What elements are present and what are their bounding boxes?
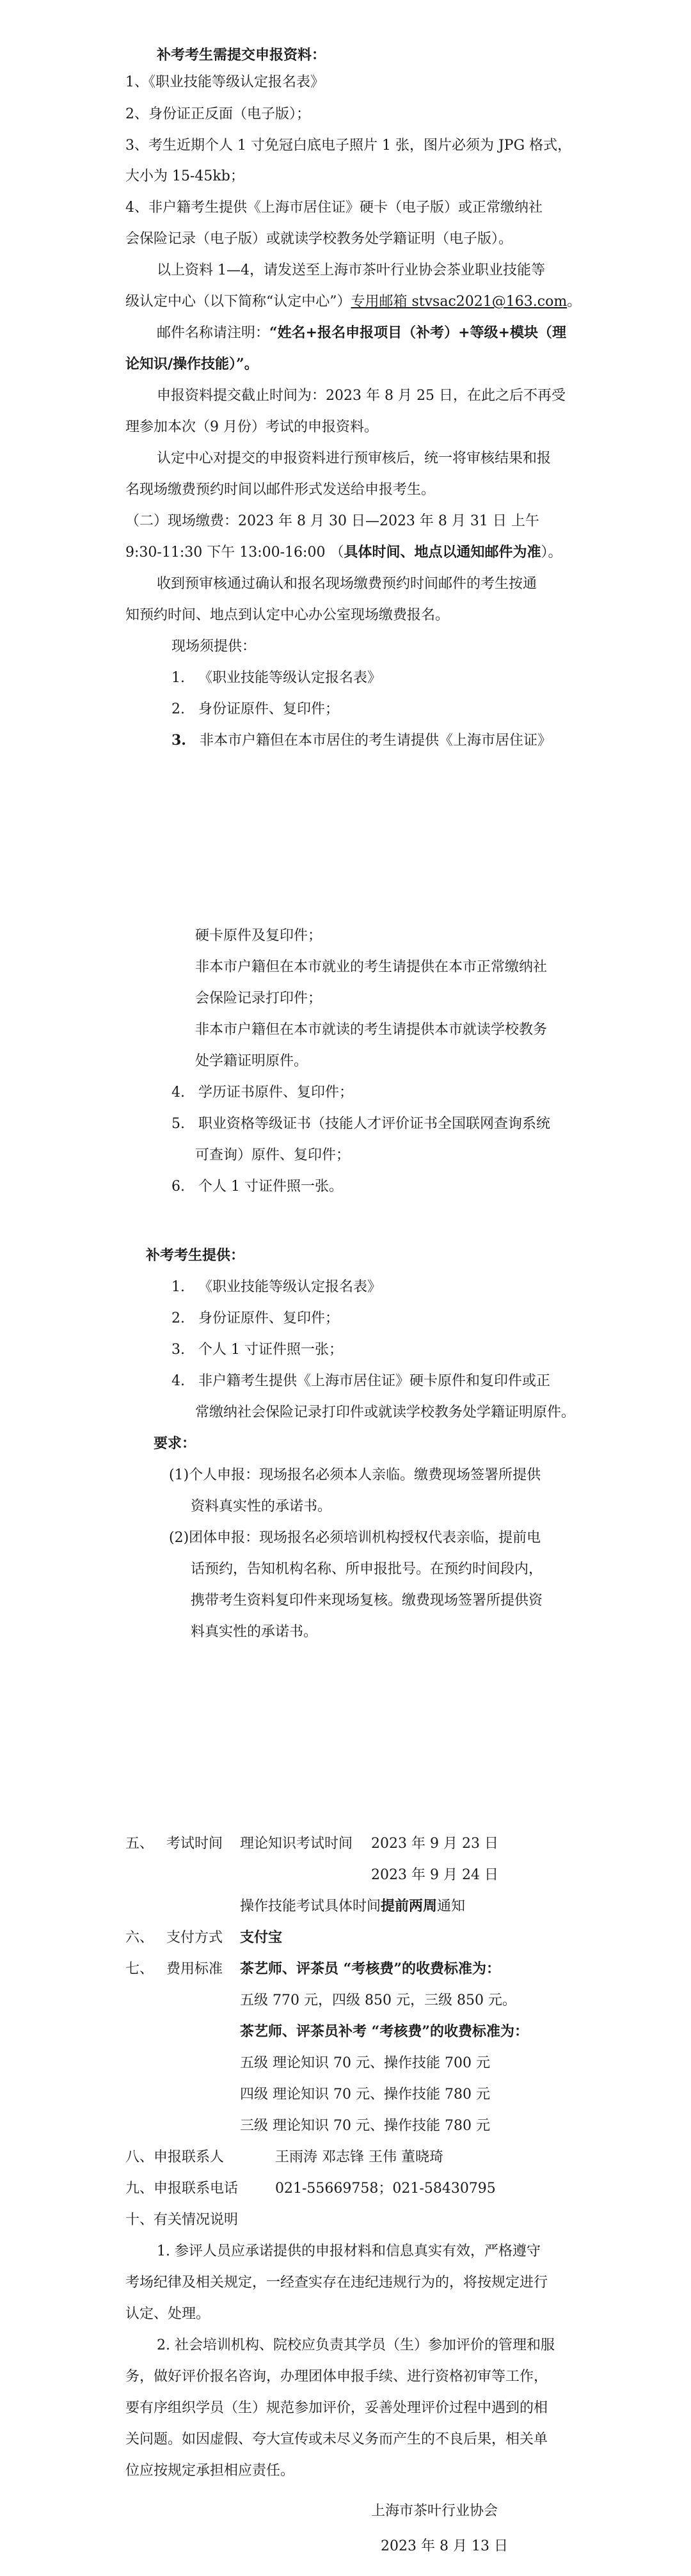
onsite-item-num: 6. [171,1179,185,1195]
phones-num: 九、 [125,2181,154,2197]
submit-item-1: 1、《职业技能等级认定报名表》 [125,74,324,90]
contacts-label [125,2142,224,2173]
onsite-item-3-cont-2: 非本市户籍但在本市就业的考生请提供在本市正常缴纳社 [195,959,548,975]
deadline-line1: 申报资料提交截止时间为：2023 年 8 月 25 日，在此之后不再受 [157,388,566,404]
onsite-item-num: 3. [171,732,186,749]
email-subject-format: “姓名+报名申报项目（补考）+等级+模块（理 [269,324,566,341]
signature-date: 2023 年 8 月 13 日 [381,2538,508,2554]
makeup-item-num: 2. [171,1310,185,1326]
note-1-line1: 1. 参评人员应承诺提供的申报材料和信息真实有效，严格遵守 [157,2243,541,2259]
payment-num: 六、 [125,1930,154,1946]
supplement-heading: 补考考生需提交申报资料： [157,47,326,63]
fees-standard: 五级 770 元，四级 850 元，三级 850 元。 [240,1992,516,2008]
deadline-line2: 理参加本次（9 月份）考试的申报资料。 [125,419,378,435]
email-para-prefix: 级认定中心（以下简称“认定中心”） [125,294,351,310]
onsite-item-text: 身份证原件、复印件； [198,701,339,717]
makeup-item-text: 身份证原件、复印件； [198,1310,339,1326]
requirement-text: 个人申报：现场报名必须本人亲临。缴费现场签署所提供 [189,1467,541,1483]
makeup-item-3 [171,1334,343,1365]
makeup-item-text: 个人 1 寸证件照一张； [198,1342,343,1358]
fees-heading: 茶艺师、评茶员 “考核费”的收费标准为： [240,1960,500,1977]
onsite-time-range: 9:30-11:30 下午 13:00-16:00 （ [125,545,344,561]
onsite-item-5 [171,1108,550,1140]
theory-exam-date: 2023 年 9 月 23 日 [371,1836,498,1852]
onsite-item-num: 1. [171,670,185,686]
note-2-line2: 务，做好评价报名咨询，办理团体申报手续、进行资格初审等工作， [125,2369,548,2385]
contacts-num: 八、 [125,2149,154,2165]
email-subject-line2: 论知识/操作技能）”。 [125,356,258,372]
exam-time-label: 考试时间 [166,1836,223,1852]
onsite-time-note: 具体时间、地点以通知邮件为准 [344,544,541,561]
practical-prefix: 操作技能考试具体时间 [240,1898,381,1914]
practical-advance: 提前两周 [381,1898,438,1914]
onsite-item-text: 《职业技能等级认定报名表》 [198,670,381,686]
makeup-fees-heading: 茶艺师、评茶员补考 “考核费”的收费标准为： [240,2023,528,2040]
onsite-item-3 [171,725,552,756]
requirement-2 [169,1522,541,1554]
submit-item-4: 4、非户籍考生提供《上海市居住证》硬卡（电子版）或正常缴纳社 [125,200,543,216]
email-subject-prefix: 邮件名称请注明： [157,325,270,341]
onsite-item-text: 学历证书原件、复印件； [198,1085,353,1101]
onsite-item-3-cont-3: 会保险记录打印件； [195,990,322,1006]
note-1-line3: 认定、处理。 [125,2306,210,2322]
submit-item-4-cont: 会保险记录（电子版）或就读学校教务处学籍证明（电子版）。 [125,231,513,247]
payment-label: 支付方式 [166,1930,223,1946]
note-2-line5: 位应按规定承担相应责任。 [125,2463,295,2479]
email-para-line1: 以上资料 1—4，请发送至上海市茶叶行业协会茶业职业技能等 [157,262,545,278]
makeup-item-text: 《职业技能等级认定报名表》 [198,1279,381,1295]
contacts-title: 申报联系人 [154,2149,225,2165]
onsite-item-num: 5. [171,1116,185,1132]
practical-suffix: 通知 [437,1898,466,1914]
onsite-item-1 [171,662,381,694]
email-para-period: 。 [567,294,582,310]
onsite-need-label: 现场须提供： [171,639,257,655]
fees-num: 七、 [125,1961,154,1977]
makeup-item-text: 非户籍考生提供《上海市居住证》硬卡原件和复印件或正 [198,1373,550,1389]
requirement-1 [169,1459,541,1491]
requirement-num: (2) [169,1530,189,1546]
onsite-item-3-cont-4: 非本市户籍但在本市就读的考生请提供本市就读学校教务 [195,1022,548,1038]
onsite-item-4 [171,1077,353,1108]
onsite-item-5-cont: 可查询）原件、复印件； [195,1147,351,1163]
exam-time-num: 五、 [125,1836,154,1852]
note-2-line3: 要有序组织学员（生）规范参加评价，妥善处理评价过程中遇到的相 [125,2400,548,2416]
submit-item-3: 3、考生近期个人 1 寸免冠白底电子照片 1 张，图片必须为 JPG 格式， [125,138,572,154]
second-exam-date: 2023 年 9 月 24 日 [371,1867,498,1883]
notify-line1: 收到预审核通过确认和报名现场缴费预约时间邮件的考生按通 [157,576,537,592]
review-line2: 名现场缴费预约时间以邮件形式发送给申报考生。 [125,482,436,498]
email-para-line2 [125,286,581,317]
phones-title: 申报联系电话 [154,2181,239,2197]
onsite-item-text: 非本市户籍但在本市居住的考生请提供《上海市居住证》 [199,733,552,749]
onsite-payment-line1: （二）现场缴费：2023 年 8 月 30 日—2023 年 8 月 31 日 上午 [125,513,539,529]
note-1-line2: 考场纪律及相关规定，一经查实存在违纪违规行为的，将按规定进行 [125,2275,548,2291]
makeup-item-num: 4. [171,1373,185,1389]
onsite-item-num: 4. [171,1085,185,1101]
requirement-2-cont-3: 料真实性的承诺书。 [191,1624,318,1640]
makeup-fee-row-4: 四级 理论知识 70 元、操作技能 780 元 [240,2087,490,2103]
payment-method: 支付宝 [240,1929,283,1946]
phones-label [125,2173,238,2204]
fees-label: 费用标准 [166,1961,223,1977]
onsite-item-3-cont-5: 处学籍证明原件。 [195,1053,308,1069]
onsite-item-text: 个人 1 寸证件照一张。 [198,1179,343,1195]
note-2-line1: 2. 社会培训机构、院校应负责其学员（生）参加评价的管理和服 [157,2337,555,2353]
onsite-item-2 [171,694,339,725]
onsite-item-3-cont-1: 硬卡原件及复印件； [195,928,322,944]
makeup-item-1 [171,1271,381,1303]
requirement-2-cont-1: 话预约，告知机构名称、所申报批号。在预约时间段内， [191,1561,543,1577]
onsite-time-suffix: ）。 [541,545,562,561]
requirement-2-cont-2: 携带考生资料复印件来现场复核。缴费现场签署所提供资 [191,1593,543,1609]
signature-org: 上海市茶叶行业协会 [371,2503,498,2519]
makeup-fee-row-3: 三级 理论知识 70 元、操作技能 780 元 [240,2118,490,2134]
email-address-link[interactable]: 专用邮箱 stvsac2021@163.com [351,294,568,310]
notes-heading: 十、有关情况说明 [125,2212,239,2228]
note-2-line4: 关问题。如因虚假、夸大宣传或未尽义务而产生的不良后果，相关单 [125,2431,548,2447]
requirement-text: 团体申报：现场报名必须培训机构授权代表亲临，提前电 [189,1530,541,1546]
makeup-item-4-cont: 常缴纳社会保险记录打印件或就读学校教务处学籍证明原件。 [195,1404,576,1420]
submit-item-3-cont: 大小为 15-45kb； [125,168,244,184]
review-line1: 认定中心对提交的申报资料进行预审核后，统一将审核结果和报 [157,450,552,466]
makeup-item-4 [171,1365,550,1397]
makeup-item-num: 1. [171,1279,185,1295]
makeup-fee-row-5: 五级 理论知识 70 元、操作技能 700 元 [240,2055,490,2071]
theory-exam-label: 理论知识考试时间 [240,1836,353,1852]
makeup-item-num: 3. [171,1342,185,1358]
onsite-item-6 [171,1171,343,1202]
makeup-item-2 [171,1303,339,1334]
onsite-payment-line2 [125,537,562,568]
requirements-heading: 要求： [154,1435,196,1452]
submit-item-2: 2、身份证正反面（电子版）； [125,106,310,122]
email-subject-line1 [157,317,566,349]
onsite-item-text: 职业资格等级证书（技能人才评价证书全国联网查询系统 [198,1116,550,1132]
phones-numbers: 021-55669758；021-58430795 [275,2181,496,2197]
makeup-heading: 补考考生提供： [146,1247,245,1264]
onsite-item-num: 2. [171,701,185,717]
requirement-num: (1) [169,1467,189,1483]
requirement-1-cont: 资料真实性的承诺书。 [191,1499,332,1515]
notify-line2: 知预约时间、地点到认定中心办公室现场缴费报名。 [125,607,450,623]
practical-exam-note [240,1891,465,1922]
contacts-names: 王雨涛 邓志锋 王伟 董晓琦 [275,2149,443,2165]
